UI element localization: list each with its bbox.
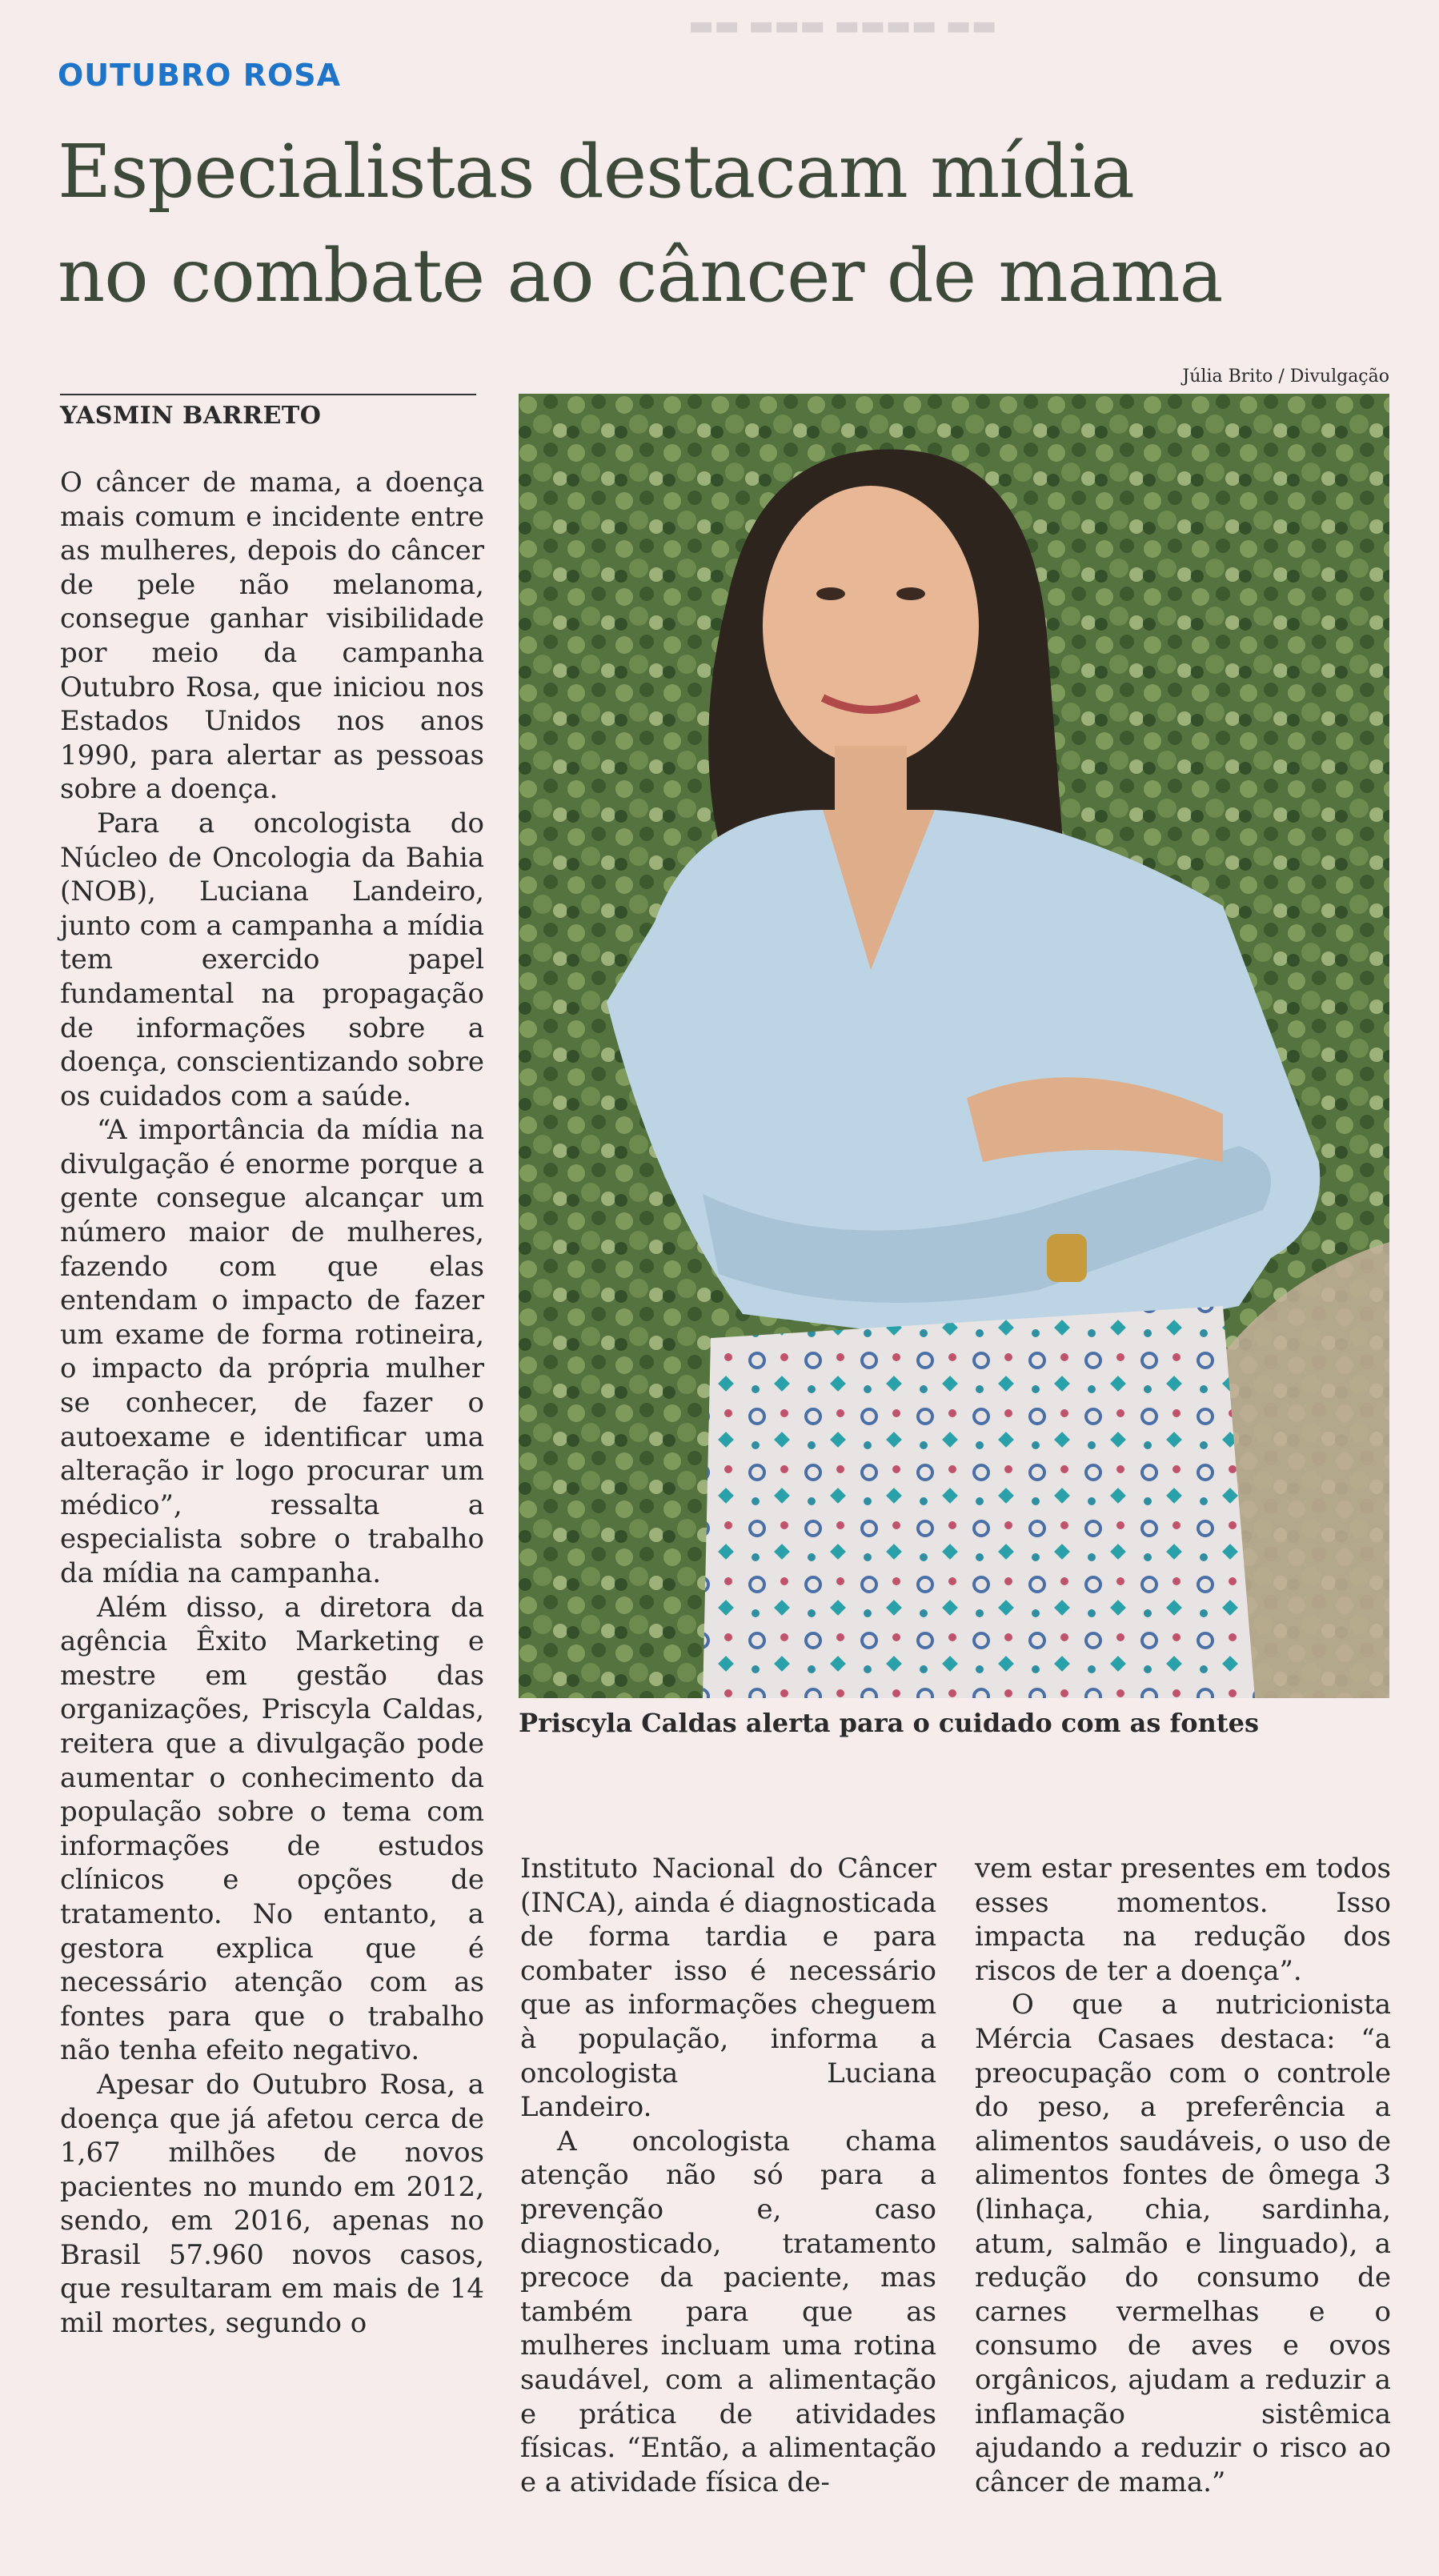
headline xyxy=(58,120,1402,328)
paragraph: O que a nutricionista Mércia Casaes destaca: “a preocupação com o controle do peso, a preferência a alimentos saudáveis, o uso de alimentos fontes de ômega 3 (linhaça, chia, sardinha, atum, salmão e linguado), a redução do consumo de carnes vermelhas e o consumo de aves e ovos orgânicos, ajudam a reduzir a inflamação sistêmica ajudando a reduzir o risco ao câncer de mama.” xyxy=(975,1989,1391,2498)
article-photo xyxy=(519,394,1389,1698)
paragraph: Apesar do Outubro Rosa, a doença que já afetou cerca de 1,67 milhões de novos pacientes no mundo em 2012, sendo, em 2016, apenas no Brasil 57.960 novos casos, que resultaram em mais de 14 mil mortes, segundo o xyxy=(60,2068,484,2340)
article-column-2 xyxy=(520,1852,936,2499)
paragraph: A oncologista chama atenção não só para a prevenção e, caso diagnosticado, tratamento precoce da paciente, mas também para que as mulheres incluam uma rotina saudável, com a alimentação e prática de atividades físicas. “Então, a alimentação e a atividade física de- xyxy=(520,2125,936,2498)
section-kicker: OUTUBRO ROSA xyxy=(58,58,342,93)
paragraph: O câncer de mama, a doença mais comum e incidente entre as mulheres, depois do câncer de pele não melanoma, consegue ganhar visibilidade por meio da campanha Outubro Rosa, que iniciou nos Estados Unidos nos anos 1990, para alertar as pessoas sobre a doença. xyxy=(60,467,484,806)
paragraph: Além disso, a diretora da agência Êxito Marketing e mestre em gestão das organizações, Priscyla Caldas, reitera que a divulgação pode aumentar o conhecimento da população sobre o tema com informações de estudos clínicos e opções de tratamento. No entanto, a gestora explica que é necessário atenção com as fontes para que o trabalho não tenha efeito negativo. xyxy=(60,1591,484,2067)
byline-rule xyxy=(60,394,476,395)
photo-illustration xyxy=(519,394,1389,1698)
paragraph: vem estar presentes em todos esses momentos. Isso impacta na redução dos riscos de ter a doença”. xyxy=(975,1853,1391,1987)
photo-caption: Priscyla Caldas alerta para o cuidado com as fontes xyxy=(519,1708,1260,1738)
article-column-3 xyxy=(975,1852,1391,2499)
photo-credit: Júlia Brito / Divulgação xyxy=(1182,367,1389,387)
paragraph: Instituto Nacional do Câncer (INCA), ainda é diagnosticada de forma tardia e para combater isso é necessário que as informações cheguem à população, informa a oncologista Luciana Landeiro. xyxy=(520,1853,936,2124)
headline-line-1: Especialistas destacam mídia xyxy=(58,129,1134,214)
show-through-text: ▬▬ ▬▬▬ ▬▬▬▬ ▬▬ xyxy=(688,10,997,42)
paragraph: Para a oncologista do Núcleo de Oncologia da Bahia (NOB), Luciana Landeiro, junto com a campanha a mídia tem exercido papel fundamental na propagação de informações sobre a doença, conscientizando sobre os cuidados com a saúde. xyxy=(60,807,484,1112)
headline-line-2: no combate ao câncer de mama xyxy=(58,233,1223,318)
article-column-1 xyxy=(60,466,484,2341)
byline: YASMIN BARRETO xyxy=(60,402,322,430)
paragraph: “A importância da mídia na divulgação é enorme porque a gente consegue alcançar um número maior de mulheres, fazendo com que elas entendam o impacto de fazer um exame de forma rotineira, o impacto da própria mulher se conhecer, de fazer o autoexame e identificar uma alteração ir logo procurar um médico”, ressalta a especialista sobre o trabalho da mídia na campanha. xyxy=(60,1114,484,1589)
